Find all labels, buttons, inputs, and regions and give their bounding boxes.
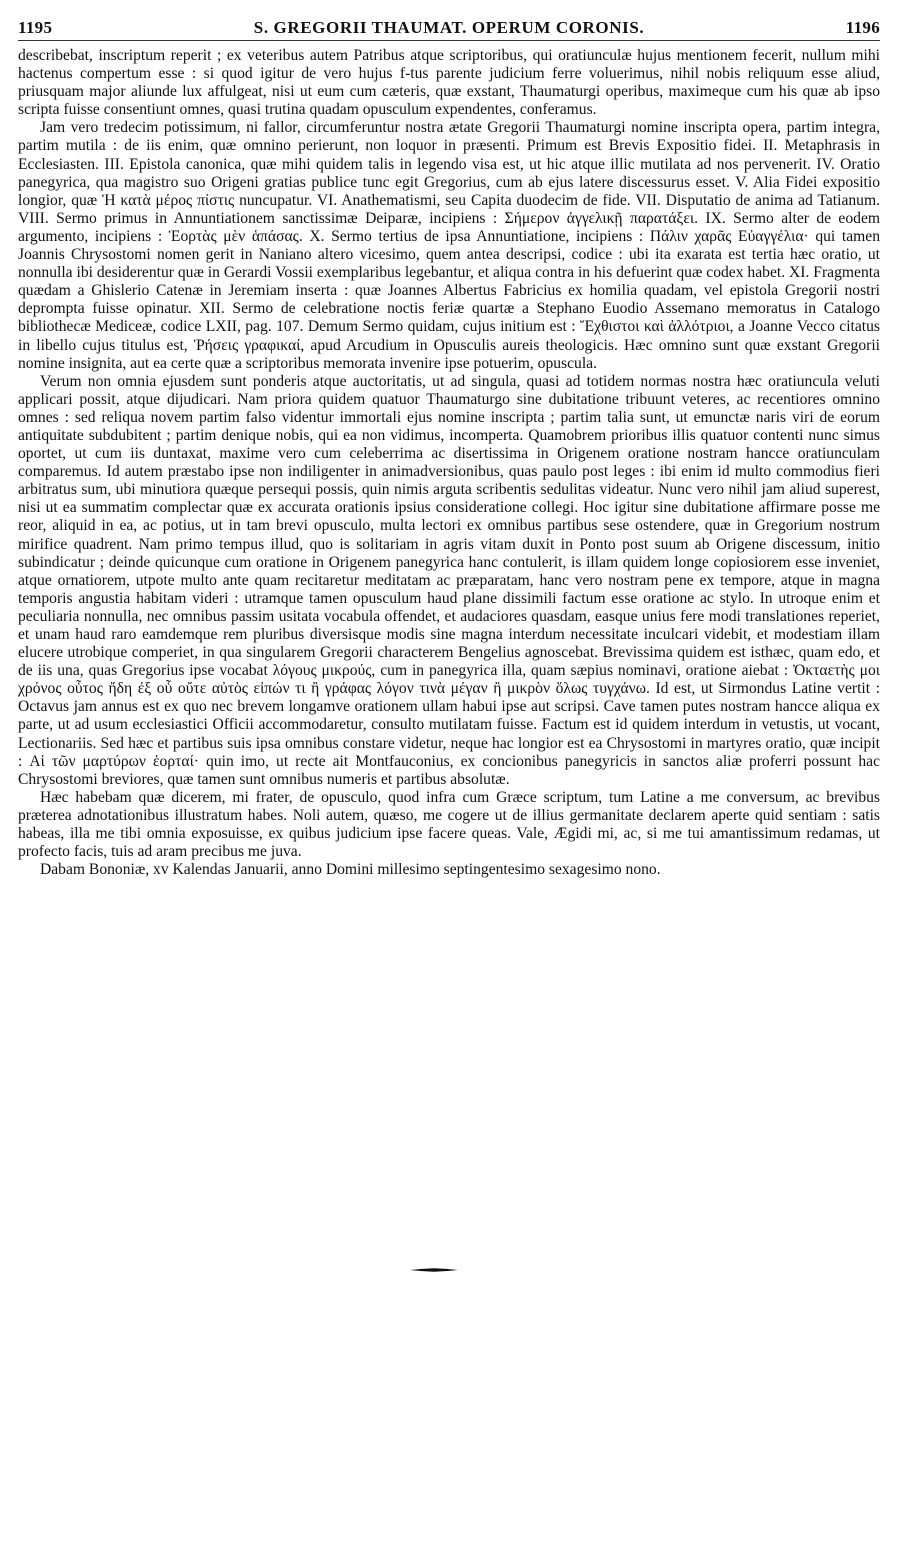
paragraph-dateline: Dabam Bononiæ, xv Kalendas Januarii, anno Domini millesimo septingentesimo sexagesimo nono. (40, 861, 661, 879)
end-ornament (410, 1267, 458, 1273)
right-column-number: 1196 (845, 18, 880, 37)
running-title: S. GREGORII THAUMAT. OPERUM CORONIS. (253, 18, 645, 37)
paragraph-closing: Hæc habebam quæ dicerem, mi frater, de opusculo, quod infra cum Græce scriptum, tum Latine a me conversum, ac brevibus præterea adnotationibus illustratum habes. Noli autem, quæso, me cogere ut de illius germanitate declarem aperte quid sentiam : satis habeas, illa me tibi omnia exposuisse, ex quibus judicium ipse facere queas. Vale, Ægidi mi, ac, si me tui amantissimum redamas, ut profecto facis, tuis ad aram precibus me juva. (18, 788, 880, 861)
paragraph-works-list: Jam vero tredecim potissimum, ni fallor, circumferuntur nostra ætate Gregorii Thaumaturgi nomine inscripta opera, partim integra, partim mutila : de iis enim, quæ omnino perierunt, non loquor in præsenti. Primum est Brevis Expositio fidei. II. Metaphrasis in Ecclesiasten. III. Epistola canonica, quæ mihi quidem talis in legendo visa est, ut hic atque illic mutilata ad nos pervenerit. IV. Oratio panegyrica, qua magistro suo Origeni gratias publice tunc egit Gregorius, cum ab ejus latere discessurus esset. V. Alia Fidei expositio longior, quæ Ἡ κατὰ μέρος πίστις nuncupatur. VI. Anathematismi, seu Capita duodecim de fide. VII. Disputatio de anima ad Tatianum. VIII. Sermo primus in Annuntiationem sanctissimæ Deiparæ, incipiens : Σήμερον ἀγγελικῇ παρατάξει. IX. Sermo alter de eodem argumento, incipiens : Ἑορτὰς μὲν ἁπάσας. X. Sermo tertius de ipsa Annuntiatione, incipiens : Πάλιν χαρᾶς Εὐαγγέλια· qui tamen Joannis Chrysostomi nomen gerit in Naniano altero vicesimo, quem antea descripsi, codice : ubi ita exarata est tertia hæc oratio, ut nonnulla ibi desiderentur quæ in Gerardi Vossii exemplaribus legebantur, et aliqua contra in his defuerint quæ codex habet. XI. Fragmenta quædam a Ghislerio Catenæ in Jeremiam inserta : quæ Joannes Albertus Fabricius ex homilia quadam, vel epistola Gregorii nostri deprompta fuisse opinatur. XII. Sermo de celebratione noctis feriæ quartæ a Stephano Euodio Assemano memoratus in Catalogo bibliothecæ Mediceæ, codice LXII, pag. 107. Demum Sermo quidam, cujus initium est : Ἔχθιστοι καὶ ἀλλότριοι, a Joanne Vecco citatus in libello cujus titulus est, Ῥήσεις γραφικαί, apud Arcudium in Opusculis aureis theologicis. Hæc omnino sunt quæ exstant Gregorii nomine insignita, aut ea certe quæ a scriptoribus memorata invenire ipse potuerim, opuscula. (18, 119, 880, 372)
document-page (18, 18, 880, 879)
running-header (18, 18, 880, 41)
left-column-number: 1195 (18, 18, 53, 37)
body-text (18, 47, 880, 879)
paragraph-comparison: Verum non omnia ejusdem sunt ponderis atque auctoritatis, ut ad singula, quasi ad totidem normas nostra hæc oratiuncula veluti applicari possit, atque dijudicari. Nam priora quidem quatuor Thaumaturgo sine dubitatione tribuunt veteres, ac recentiores omnino omnes : sed reliqua novem partim falso videntur immortali ejus nomine inscripta ; partim talia sunt, ut emunctæ naris viri de eorum antiquitate subdubitent ; partim denique nobis, qui ea non vidimus, incomperta. Quamobrem prioribus illis quatuor contenti nunc simus oportet, ut cum iis duntaxat, maxime vero cum celeberrima ac disertissima in Origenem oratione nostram hancce oratiunculam comparemus. Id autem præstabo ipse non indiligenter in animadversionibus, quas paulo post leges : ibi enim id multo commodius fieri arbitratus sum, ubi minutiora quæque persequi possis, quin nimis arguta scribentis sedulitas videatur. Nunc vero nihil jam aliud superest, nisi ut ea summatim complectar quæ ex accurata orationis ipsius consideratione collegi. Hoc igitur sine dubitatione affirmare posse me reor, aliquid in ea, ac potius, ut in tam brevi opusculo, multa lectori ex omnibus partibus sese ostendere, quæ in Gregorium nostrum mirifice quadrent. Nam primo tempus illud, quo is solitariam in agris vitam duxit in Ponto post suum ab Origene discessum, initio subindicatur ; deinde quicunque cum oratione in Origenem panegyrica hanc contulerit, is illam quidem longe copiosiorem esse inveniet, atque ornatiorem, utpote multo ante quam recitaretur meditatam ac præparatam, hanc vero nostram pene ex tempore, atque in magna temporis angustia habitam videri : utramque tamen opusculum haud plane dissimili factum esse oratione ac stylo. In utroque enim et peculiaria nonnulla, nec omnibus passim usitata vocabula offendet, et audaciores quasdam, easque unius fere modi translationes reperiet, et unam haud raro eamdemque rem pluribus diversisque modis sine magna interdum necessitate inculcari videbit, et modestiam illam elucere utrobique comperiet, in qua singularem Gregorii characterem Bengelius agnoscebat. Brevissima quidem est isthæc, quam edo, et de iis una, quas Gregorius ipse vocabat λόγους μικρούς, cum in panegyrica illa, quam sæpius nominavi, oratione aiebat : Ὀκταετὴς μοι χρόνος οὗτος ἤδη ἐξ οὗ οὔτε αὐτὸς εἰπών τι ἢ γράφας λόγον τινὰ μέγαν ἢ μικρὸν ὅλως τυγχάνω. Id est, ut Sirmondus Latine vertit : Octavus jam annus est ex quo nec brevem longamve orationem ullam habui ipse aut scripsi. Cave tamen putes nostram hancce aliqua ex parte, ut ad usum ecclesiastici Officii accommodaretur, consulto mutilatam fuisse. Factum est id quidem interdum in vetustis, ut vocant, Lectionariis. Sed hæc et partibus suis ipsa omnibus constare videtur, neque hac longior est ea Chrysostomi in martyres oratio, quæ incipit : Αἱ τῶν μαρτύρων ἑορταί· quin imo, ut recte ait Montfauconius, ex concionibus panegyricis in sanctos aliæ proferri possunt hac Chrysostomi breviores, quæ tamen sunt omnibus numeris et partibus absolutæ. (18, 372, 880, 788)
paragraph-continuation: describebat, inscriptum reperit ; ex veteribus autem Patribus atque scriptoribus, qui oratiunculæ hujus mentionem fecerit, nullum mihi hactenus compertum esse : si quod igitur de vero hujus f-tus parente judicium ferre voluerimus, nihil nobis reliquum esse aliud, priusquam major aliunde lux affulgeat, nisi ut eum cum cæteris, quæ exstant, Thaumaturgi operibus, maximeque cum his quæ ab ipso scripta fuisse consentiunt omnes, quasi trutina quadam opusculum expendentes, conferamus. (18, 47, 880, 119)
